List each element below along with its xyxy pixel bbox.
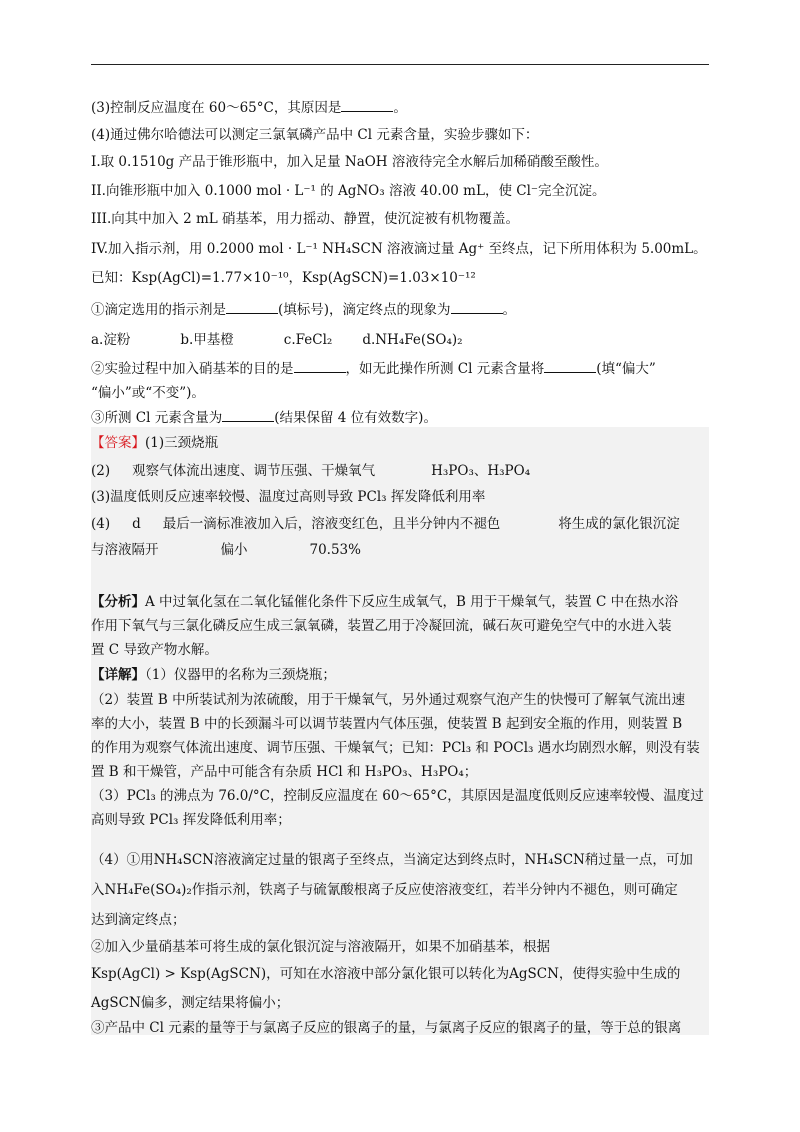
detail-4-line-1 bbox=[91, 851, 693, 869]
answer-4-text: 最后一滴标准液加入后，溶液变红色，且半分钟内不褪色 bbox=[162, 516, 501, 532]
analysis-text-1: A 中过氧化氢在二氧化锰催化条件下反应生成氧气，B 用于干燥氧气，装置 C 中在热水浴 bbox=[145, 594, 679, 610]
answer-label: 【答案】 bbox=[91, 435, 145, 451]
sub-question-3-text: ③所测 Cl 元素含量为 bbox=[91, 410, 223, 426]
option-b: b.甲基橙 bbox=[180, 332, 234, 348]
step-1: I.取 0.1510g 产品于锥形瓶中，加入足量 NaOH 溶液待完全水解后加稀硝酸至酸性。 bbox=[91, 154, 608, 170]
analysis-line-2: 作用下氧气与三氯化磷反应生成三氯氧磷，装置乙用于冷凝回流，碱石灰可避免空气中的水进入装 bbox=[91, 618, 672, 634]
answer-2 bbox=[91, 462, 530, 480]
detail-5-line-2 bbox=[91, 965, 680, 983]
question-3 bbox=[91, 99, 407, 117]
detail-2-line-1: （2）装置 B 中所装试剂为浓硫酸，用于干燥氧气，另外通过观察气泡产生的快慢可了解氧气流出速 bbox=[91, 692, 686, 708]
detail-6-line-1: ③产品中 Cl 元素的量等于与氯离子反应的银离子的量，与氯离子反应的银离子的量，等于总的银离 bbox=[91, 1020, 682, 1036]
detail-3-line-2: 高则导致 PCl₃ 挥发降低利用率； bbox=[91, 812, 291, 828]
sub-question-2 bbox=[91, 360, 656, 378]
sub-question-3 bbox=[91, 409, 437, 427]
detail-4-text-a: （4）①用 bbox=[91, 852, 154, 868]
detail-5-chem: AgSCN bbox=[509, 966, 559, 982]
detail-5-line-1: ②加入少量硝基苯可将生成的氯化银沉淀与溶液隔开，如果不加硝基苯，根据 bbox=[91, 939, 550, 955]
detail-5-text-d: ，使得实验中生成的 bbox=[558, 966, 681, 982]
answer-4-number: (4) bbox=[91, 516, 111, 532]
detail-4-line2-text-a: 入 bbox=[91, 882, 105, 898]
analysis-line-3: 置 C 导致产物水解。 bbox=[91, 642, 218, 658]
answer-4-line2 bbox=[91, 541, 361, 559]
step-4: IV.加入指示剂，用 0.2000 mol · L⁻¹ NH₄SCN 溶液滴过量 Ag⁺ 至终点，记下所用体积为 5.00mL。 bbox=[91, 241, 707, 257]
question-3-text: (3)控制反应温度在 60～65°C，其原因是 bbox=[91, 100, 342, 116]
option-d: d.NH₄Fe(SO₄)₂ bbox=[362, 332, 463, 348]
sub-question-3-end: (结果保留 4 位有效数字)。 bbox=[274, 410, 437, 426]
sub-question-2-mid: ，如无此操作所测 Cl 元素含量将 bbox=[345, 361, 545, 377]
sub-question-1 bbox=[91, 301, 516, 319]
sub-question-1-period: 。 bbox=[502, 302, 517, 318]
detail-4-line-2 bbox=[91, 881, 678, 899]
detail-5-line3-text: 偏多，测定结果将偏小； bbox=[140, 995, 290, 1011]
detail-2-line-4: 置 B 和干燥管，产品中可能含有杂质 HCl 和 H₃PO₃、H₃PO₄； bbox=[91, 764, 478, 780]
detail-5-line3-chem: AgSCN bbox=[91, 995, 141, 1011]
answer-1 bbox=[91, 434, 218, 452]
sub-question-2-line2: “偏小”或“不变”)。 bbox=[91, 385, 205, 401]
detail-4-line2-chem: NH₄Fe(SO₄)₂ bbox=[104, 882, 192, 898]
analysis-label: 【分析】 bbox=[91, 594, 145, 610]
answer-3: (3)温度低则反应速率较慢、温度过高则导致 PCl₃ 挥发降低利用率 bbox=[91, 489, 486, 505]
answer-2-number: (2) bbox=[91, 463, 111, 479]
detail-line-1 bbox=[91, 666, 336, 684]
question-4-intro: (4)通过佛尔哈德法可以测定三氯氧磷产品中 Cl 元素含量，实验步骤如下： bbox=[91, 127, 539, 143]
detail-4-text-b: 溶液滴定过量的银离子至终点，当滴定达到终点时， bbox=[213, 852, 525, 868]
answer-blank bbox=[222, 409, 274, 422]
detail-4-chem: NH₄SCN bbox=[153, 852, 214, 868]
answer-4 bbox=[91, 515, 680, 533]
detail-4-chem-2: NH₄SCN bbox=[524, 852, 585, 868]
analysis-line-1 bbox=[91, 593, 678, 611]
sub-question-2-text: ②实验过程中加入硝基苯的目的是 bbox=[91, 361, 294, 377]
answer-4-tail: 将生成的氯化银沉淀 bbox=[558, 516, 680, 532]
answer-blank bbox=[226, 301, 278, 314]
detail-4-line-3: 达到滴定终点； bbox=[91, 912, 186, 928]
answer-2-chem: H₃PO₃、H₃PO₄ bbox=[431, 463, 531, 479]
detail-2-line-3: 的作用为观察气体流出速度、调节压强、干燥氧气；已知：PCl₃ 和 POCl₃ 遇水均剧烈水解，则没有装 bbox=[91, 740, 700, 756]
detail-2-line-2: 率的大小，装置 B 中的长颈漏斗可以调节装置内气体压强，使装置 B 起到安全瓶的作用，则装置 B bbox=[91, 716, 683, 732]
sub-question-1-text: ①滴定选用的指示剂是 bbox=[91, 302, 226, 318]
known-constants: 已知：Ksp(AgCl)=1.77×10⁻¹⁰，Ksp(AgSCN)=1.03×10⁻¹² bbox=[91, 270, 476, 286]
sub-question-2-end: (填“偏大” bbox=[596, 361, 656, 377]
answer-1-text: (1)三颈烧瓶 bbox=[145, 435, 219, 451]
answer-blank bbox=[544, 360, 596, 373]
option-c: c.FeCl₂ bbox=[283, 332, 333, 348]
answer-2-text: 观察气体流出速度、调节压强、干燥氧气 bbox=[132, 463, 376, 479]
question-3-period: 。 bbox=[393, 100, 407, 116]
detail-5-text-b: ，可知在水溶液中部分氯化银可以转化为 bbox=[266, 966, 510, 982]
answer-blank bbox=[451, 301, 503, 314]
option-a: a.淀粉 bbox=[91, 332, 131, 348]
detail-5-line-3 bbox=[91, 994, 289, 1012]
detail-5-formula: Ksp(AgCl) > Ksp(AgSCN) bbox=[91, 966, 267, 982]
answer-4-line2-text: 与溶液隔开 bbox=[91, 542, 159, 558]
detail-label: 【详解】 bbox=[91, 667, 145, 683]
step-3: III.向其中加入 2 mL 硝基苯，用力摇动、静置，使沉淀被有机物覆盖。 bbox=[91, 211, 520, 227]
header-rule bbox=[91, 64, 709, 65]
answer-blank bbox=[341, 99, 393, 112]
answer-4-option: d bbox=[132, 516, 141, 532]
step-2: II.向锥形瓶中加入 0.1000 mol · L⁻¹ 的 AgNO₃ 溶液 40.00 mL，使 Cl⁻完全沉淀。 bbox=[91, 183, 606, 199]
detail-4-line2-text-b: 作指示剂，铁离子与硫氰酸根离子反应使溶液变红，若半分钟内不褪色，则可确定 bbox=[191, 882, 678, 898]
detail-3-line-1: （3）PCl₃ 的沸点为 76.0/°C，控制反应温度在 60～65°C，其原因是温度低则反应速率较慢、温度过 bbox=[91, 788, 704, 804]
detail-4-text-c: 稍过量一点，可加 bbox=[584, 852, 693, 868]
detail-text-1: （1）仪器甲的名称为三颈烧瓶； bbox=[145, 667, 336, 683]
options-row bbox=[91, 331, 463, 349]
sub-question-1-mid: (填标号)，滴定终点的现象为 bbox=[278, 302, 451, 318]
answer-4-small: 偏小 bbox=[220, 542, 248, 558]
answer-blank bbox=[294, 360, 346, 373]
answer-4-percent: 70.53% bbox=[309, 542, 361, 558]
